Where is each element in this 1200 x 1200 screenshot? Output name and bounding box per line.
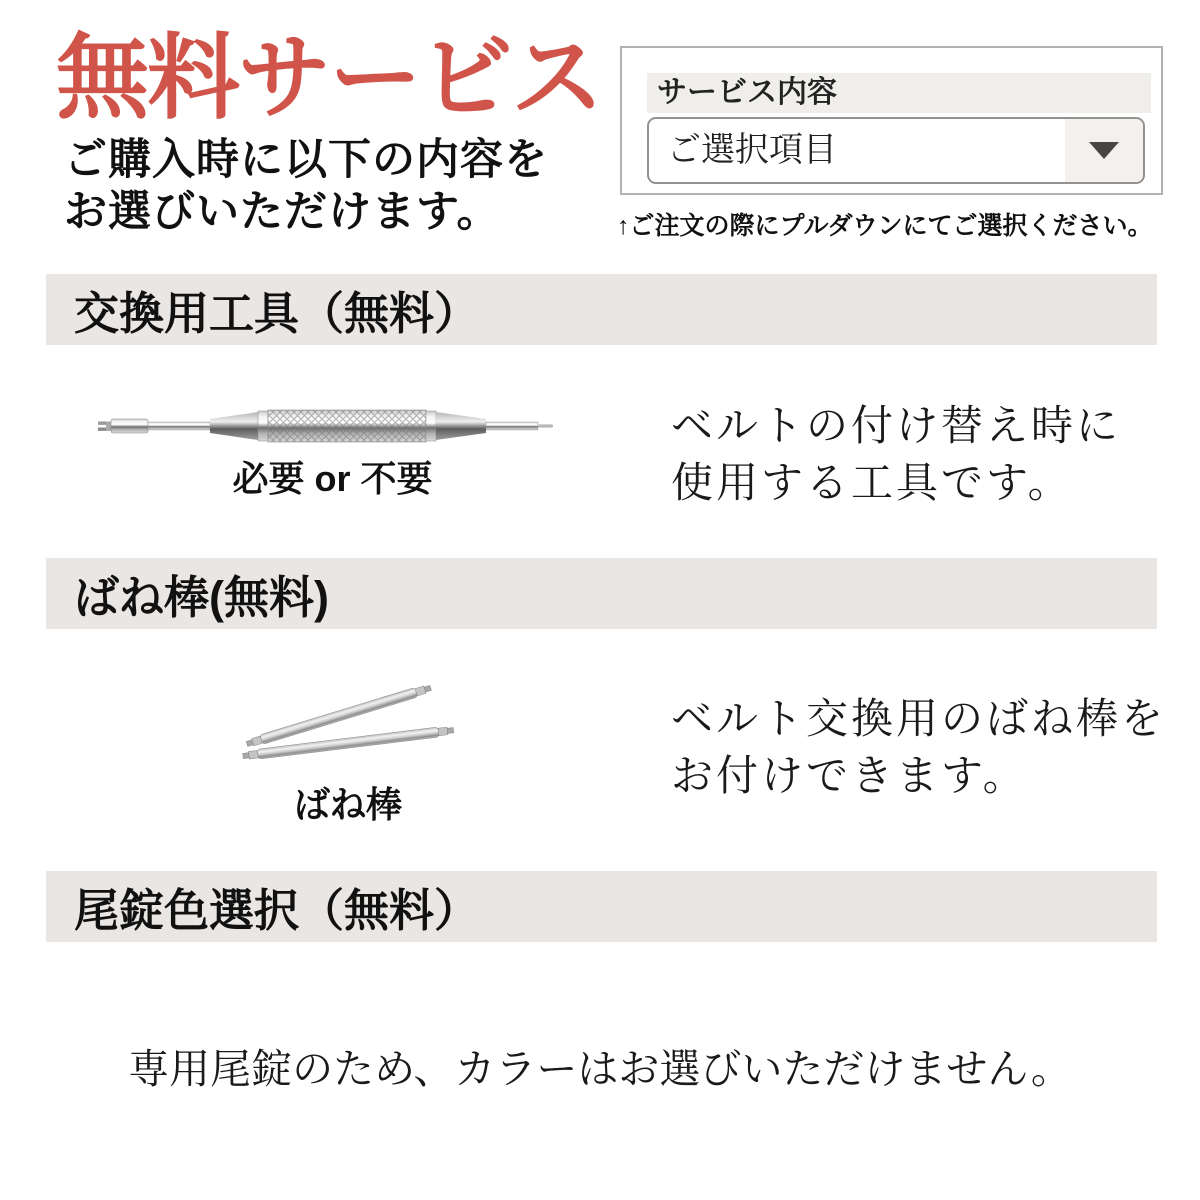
section-heading-label: 交換用工具（無料） <box>74 288 480 339</box>
section-heading-label: 尾錠色選択（無料） <box>74 885 480 936</box>
spring-bar-description <box>671 690 1166 804</box>
chevron-down-icon <box>1089 142 1119 159</box>
subtitle-line-1: ご購入時に以下の内容を <box>64 136 548 184</box>
buckle-color-footnote: 専用尾錠のため、カラーはお選びいただけません。 <box>128 1046 1072 1092</box>
spring-bars-image <box>235 668 475 778</box>
service-content-label: サービス内容 <box>647 73 1151 113</box>
spring-bar-description-line-2: お付けできます。 <box>671 752 1028 800</box>
dropdown-arrow-zone[interactable] <box>1065 119 1143 182</box>
dropdown-selected-value: ご選択項目 <box>667 131 837 169</box>
tool-caption: 必要 or 不要 <box>232 458 433 499</box>
spring-bar-caption: ばね棒 <box>293 784 402 825</box>
tool-description-line-2: 使用する工具です。 <box>671 459 1073 507</box>
section-heading-spring-bar <box>46 558 1157 629</box>
subtitle-line-2: お選びいただけます。 <box>64 188 501 237</box>
spring-bar-description-line-1: ベルト交換用のばね棒を <box>671 695 1167 742</box>
tool-description-line-1: ベルトの付け替え時に <box>671 402 1122 449</box>
service-selection-box <box>620 46 1163 195</box>
page-title: 無料サービス <box>56 26 602 130</box>
service-dropdown[interactable] <box>647 117 1145 184</box>
section-heading-label: ばね棒(無料) <box>74 572 329 623</box>
pulldown-instruction-note: ↑ご注文の際にプルダウンにてご選択ください。 <box>617 212 1153 240</box>
page-subtitle <box>64 134 548 239</box>
spring-bar-tool-image <box>98 405 553 449</box>
section-heading-buckle-color <box>46 871 1157 942</box>
tool-description <box>671 397 1121 511</box>
section-heading-exchange-tool <box>46 274 1157 345</box>
